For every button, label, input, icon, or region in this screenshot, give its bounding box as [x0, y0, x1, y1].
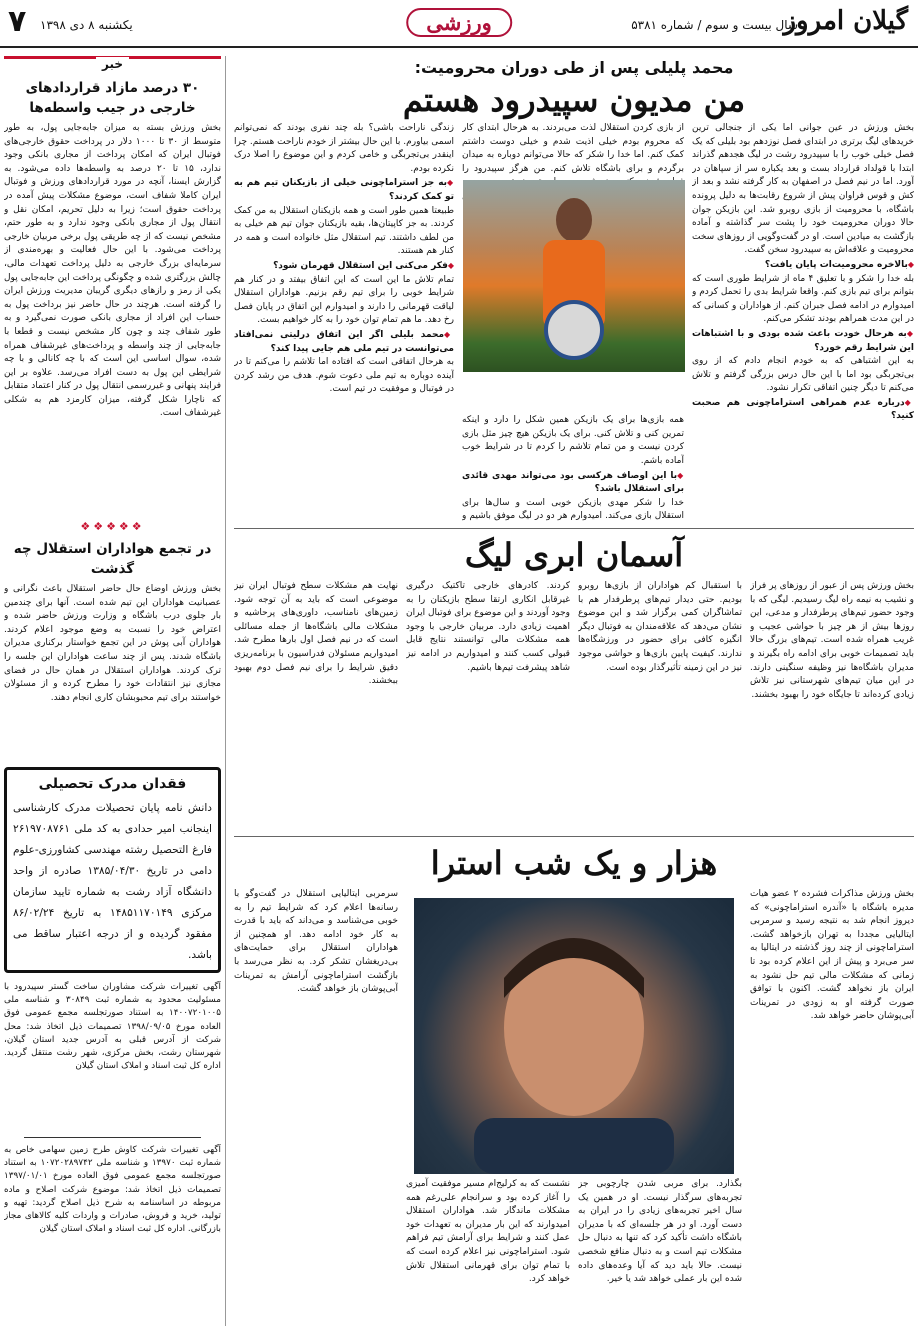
- article1-col2: از بازی کردن استقلال لذت می‌بردند. به هرحال ابتدای کار که محروم بودم خیلی اذیت شدم و خیلی دوست داشتم کمک کنم. اما خدا را شکر که حالا می‌توانم دوباره به میدان برگردم و برای باشگاه تلاش کنم. من هرگز سپیدرود را ◆ همه بازی‌ها برای یک بازیکن همین شکل را دارد و اینکه تمرین کنی و تلاش کنی. برای یک بازیکن هیچ چیز مثل بازی کردن نیست و من تمام تلاشم را کردم تا در شرایط خوب آماده باشم. ◆ با این اوصاف هرکسی بود می‌تواند مهدی قائدی برای استقلال باشد؟ خدا را شکر مهدی بازیکن خوبی است و سال‌ها برای استقلال بازی می‌کند. امیدوارم هر دو در لیگ موفق باشیم و: [462, 122, 684, 522]
- section-title: ورزشی: [406, 8, 512, 37]
- news1-title: ۳۰ درصد مازاد قراردادهای خارجی در جیب واسطه‌ها: [25, 80, 200, 116]
- ad-separator: [24, 1137, 201, 1138]
- article2-columns: [234, 580, 914, 828]
- ornament-divider: ❖❖❖❖❖: [80, 520, 145, 533]
- article3-col2: بگذارد. برای مربی شدن چارچوبی جز تجربه‌های سرگذار نیست. او در همین یک سال اخیر تجربه‌های زیادی را در ایران به دست آورد. او در هر جلسه‌ای که با مدیران باشگاه داشت تأکید کرد که تنها به دنبال حل مشکلات تیم است و به دنبال منافع شخصی نیست. حالا باید دید که آیا وعده‌های داده شده این بار عملی خواهد شد یا خیر.: [578, 888, 742, 1326]
- news1-body: بخش ورزش بسته به میزان جابه‌جایی پول، به طور متوسط از ۳۰ تا ۱۰۰۰ دلار در پرداخت حقوق خارجی‌های فوتبال ایران که امکان پرداخت از مجاری بانکی وجود ندارد، ۱۵ تا ۲۰ درصد به واسطه‌ها داده می‌شود. به گزارش ایسنا، آنچه در مورد قراردادهای ورزش و فوتبال ایران کاملا شفاف است، موضوع مشکلات پیش آمده در پرداخت حقوق است؛ زیرا به دلیل تحریم، امکان نقل و انتقال پول از مجاری بانکی وجود ندارد و به طور حتم، مشخص نیست که از چه طریقی پول برخی مربیان خارجی پرداخت می‌شود. با این حال فعالیت و بهره‌مندی از سرمایه‌ای بزرگ خارجی به دلیل پرداخت تعهدات مالی، چالش بزرگتری شده و چگونگی پرداخت این جابه‌جایی پول یکی از رمز و رازهای دیگری گریبان مدیریت ورزش ایران را گرفته است. هرچند در حال حاضر نیز برداخت پول به حساب این افراد از مجاری بانکی صورت نمی‌گیرد و به طور شفاف چند و چون کار مشخص نیست و قطعا با جابه‌جایی از چند واسطه و پرداخت‌های غیرشفاف همراه شده، سوال اساسی این است که با چه کانالی و با چه شرایطی این پول به دست افراد می‌رسد. علاوه بر این فرایند پنهانی و غیررسمی انتقال پول در کنار اعتماد متقابل که ناچارا شکل گرفته، میزان کارمزد هم به شکلی غیرشفاف است.: [4, 123, 221, 419]
- main-content: [234, 56, 914, 1326]
- notice-body: دانش نامه پایان تحصیلات مدرک کارشناسی اینجانب امیر حدادی به کد ملی ۲۶۱۹۷۰۸۷۶۱ فارغ التحصیل رشته مهندسی کشاورزی-علوم دامی در تاریخ ۱۳۸۵/۰۴/۳۰ صادره از واحد دانشگاه آزاد رشت به شماره تایید سازمان مرکزی ۱۴۸۵۱۱۷۰۱۴۹ به تاریخ ۸۶/۰۲/۲۴ مفقود گردیده و از درجه اعتبار ساقط می باشد.: [13, 802, 213, 961]
- article3-title: هزار و یک شب استرا: [430, 844, 718, 882]
- article1-col3: زندگی ناراحت باشی؟ بله چند نفری بودند که نمی‌توانم اسمی بیاورم. با این حال بیشتر از خودم ناراحت هستم. چرا اینقدر بی‌تجربگی و خامی کردم و این موضوع را اصلا درک نکرده بودم. ◆ به جز استراماچونی خیلی از بازیکنان تیم هم به تو کمک کردند؟ طبیعتا همین طور است و همه بازیکنان استقلال به من کمک کردند. به جز کاپیتان‌ها، بقیه بازیکنان جوان تیم هم خیلی به من لطف داشتند. تیم استقلال مثل خانواده است و همه در کنار هم هستند. ◆ فکر می‌کنی این استقلال قهرمان شود؟ تمام تلاش ما این است که این اتفاق بیفتد و در کنار هم شرایط خوبی را برای تیم رقم بزنیم. هواداران استقلال لیاقت قهرمانی را دارند و امیدوارم این اتفاق در پایان فصل رخ دهد. ما هم تمام توان خود را به کار خواهیم بست. ◆ محمد بلیلی اگر این اتفاق درلیتی نمی‌افتاد می‌توانست در تیم ملی هم جایی پیدا کند؟ به هرحال اتفاقی است که افتاده اما تلاشم را می‌کنم تا در آینده دوباره به تیم ملی دعوت شوم. هدف من رشد کردن در فوتبال و موفقیت در تیم است.: [234, 122, 454, 522]
- ad-1: آگهی تغییرات شرکت مشاوران ساخت گستر سپیدرود با مسئولیت محدود به شماره ثبت ۳۰۸۴۹ و شناسه ملی ۱۴۰۰۷۲۰۱۰۰۵ به استناد صورتجلسه مجمع عمومی فوق العاده مورخ ۱۳۹۸/۰۹/۰۵ تصمیمات ذیل اتخاذ شد: محل شرکت از آدرس قبلی به آدرس جدید استان گیلان، شهرستان رشت، بخش مرکزی، شهر رشت منتقل گردید. اداره کل ثبت اسناد و املاک استان گیلان: [4, 982, 221, 1072]
- question: ◆ به جز استراماچونی خیلی از بازیکنان تیم هم به تو کمک کردند؟: [234, 178, 454, 202]
- divider-line: [234, 528, 914, 529]
- question: ◆ به هرحال خودت باعث شده بودی و با اشتباهات این شرایط رقم خورد؟: [692, 329, 914, 353]
- article3-col4: سرمربی ایتالیایی استقلال در گفت‌وگو با رسانه‌ها اعلام کرد که شرایط تیم را به خوبی می‌شناسد و می‌داند که باید با قدرت به کار خود ادامه دهد. او همچنین از هواداران استقلال برای حمایت‌های بی‌دریغشان تشکر کرد. به نظر می‌رسد با بازگشت استراماچونی آرامش به تمرینات آبی‌پوشان باز خواهد گشت.: [234, 889, 398, 995]
- player-silhouette-icon: [463, 180, 685, 372]
- divider-line: [234, 836, 914, 837]
- article2-col1: بخش ورزش پس از عبور از روزهای پر فراز و نشیب به نیمه راه لیگ رسیدیم. لیگی که با وجود حضور تیم‌های پرطرفدار و مدعی، این روزها بیش از هر چیز با حواشی عجیب و غریب همراه شده است. تیم‌های بزرگ حالا باید تصمیمات خوبی برای ادامه راه بگیرند و مدیران باشگاه‌ها نیز وظیفه سنگینی دارند. در این میان تیم‌های شهرستانی نیز تلاش زیادی کرده‌اند تا جایگاه خود را بهبود بخشند.: [750, 581, 914, 700]
- article2-col3: کردند. کادرهای خارجی تاکتیک درگیری غیرقابل انکاری ارتقا سطح بازیکنان را به وجود آوردند و این موضوع برای فوتبال ایران اهمیت زیادی دارد. مربیان خارجی با وجود همه مشکلات مالی توانستند نتایج قابل قبولی کسب کنند و امیدواریم در ادامه نیز شاهد پیشرفت تیم‌ها باشیم.: [406, 581, 570, 673]
- coach-silhouette-icon: [414, 898, 734, 1174]
- article3-col3: نشست که به کرلیج‌ام مسیر موفقیت آمیزی را آغاز کرده بود و سرانجام علی‌رغم همه مشکلات ماندگار شد. هواداران استقلال امیدوارند که این بار مدیران به تعهدات خود عمل کنند و شرایط برای آرامش تیم فراهم شود. استراماچونی نیز اعلام کرده است که با تمام توان برای قهرمانی استقلال تلاش خواهد کرد.: [406, 888, 570, 1326]
- question: ◆ درباره عدم همراهی استراماچونی هم صحبت کنید؟: [692, 398, 914, 422]
- article2-col2: با استقبال کم هواداران از بازی‌ها روبرو بودیم. حتی دیدار تیم‌های پرطرفدار هم با تماشاگران کمی برگزار شد و این موضوع نشان می‌دهد که علاقه‌مندان به فوتبال دیگر انگیزه کافی برای حضور در ورزشگاه‌ها ندارند. کیفیت پایین بازی‌ها و حواشی موجود نیز در این زمینه تأثیرگذار بوده است.: [578, 581, 742, 673]
- article2-title: آسمان ابری لیگ: [464, 536, 684, 574]
- article3-col1: بخش ورزش مذاکرات فشرده ۲ عضو هیات مدیره باشگاه با «آندره استراماچونی» که دیروز انجام شد به نتیجه رسید و سرمربی ایتالیایی مجددا به تهران بازخواهد گشت. استراماچونی از چند روز گذشته در ایتالیا به سر می‌برد و پیش از این اعلام کرده بود تا زمانی که مشکلات مالی تیم حل نشود به ایران باز نخواهد گشت. اکنون با توافق صورت گرفته او به زودی در تمرینات آبی‌پوشان حاضر خواهد شد.: [750, 889, 914, 1022]
- notice-title: فقدان مدرک تحصیلی: [38, 776, 187, 792]
- question: ◆ بالاخره محرومیت‌ات پایان یافت؟: [765, 260, 914, 270]
- coach-photo: [414, 898, 734, 1174]
- issue-info: سال بیست و سوم / شماره ۵۳۸۱: [631, 18, 798, 32]
- newspaper-logo: گیلان امروز: [783, 6, 908, 36]
- news2-title: در تجمع هواداران استقلال چه گذشت: [13, 541, 212, 577]
- article2-col4: نهایت هم مشکلات سطح فوتبال ایران نیز موضوعی است که باید به آن توجه شود. زمین‌های نامناسب، داوری‌های پرحاشیه و مشکلات مالی باشگاه‌ها از جمله مسائلی است که در نیم فصل اول بارها مطرح شد. امیدواریم مسئولان فدراسیون با برنامه‌ریزی دقیق شرایط را برای نیم فصل دوم بهبود ببخشند.: [234, 581, 398, 687]
- article1-title: من مدیون سپیدرود هستم: [402, 81, 746, 119]
- question: ◆ فکر می‌کنی این استقلال قهرمان شود؟: [273, 261, 454, 271]
- lost-certificate-notice: [4, 767, 221, 973]
- sidebar: [4, 56, 226, 1326]
- question: ◆ با این اوصاف هرکسی بود می‌تواند مهدی قائدی برای استقلال باشد؟: [462, 471, 684, 495]
- article1-kicker: محمد پلیلی پس از طی دوران محرومیت:: [414, 58, 734, 77]
- news-kicker: خبر: [4, 56, 221, 72]
- question: ◆ محمد بلیلی اگر این اتفاق درلیتی نمی‌افتاد می‌توانست در تیم ملی هم جایی پیدا کند؟: [234, 330, 454, 354]
- news2-body: بخش ورزش اوضاع حال حاضر استقلال باعث نگرانی و عصبانیت هواداران این تیم شده است. آنها برای چندمین بار جلوی درب باشگاه و وزارت ورزش حاضر شده و اعتراض خود را نسبت به وضع موجود اعلام کردند. هواداران آبی پوش در این تجمع خواستار برکناری مدیران باشگاه شدند. پس از چند ساعت هواداران این جلسه را ترک کردند. هواداران استقلال در همان حال در فضای مجازی نیز انتقادات خود را مطرح کرده و از مسئولان خواستند برای تیم محبوبشان کاری انجام دهند.: [4, 584, 221, 703]
- legal-ads: [4, 981, 221, 1329]
- player-photo: [463, 180, 685, 372]
- article1-col1: بخش ورزش در عین جوانی اما یکی از جنجالی ترین خریدهای لیگ برتری در ابتدای فصل نوزدهم بود بلیلی که یک فصل خیلی خوب را با سپیدرود رشت در لیگ هجدهم گذراند ابتدا با قولداد قرارداد بست و بعد یکباره سر از سپاهان در آورد. اما در نیم فصل در اصفهان به کار گرفته نشد و بعد از کش و قوس فراوان پیش از شروع رقابت‌ها به دلیل پرونده باشگاه، با محرومیت از بازی روبرو شد. این بازیکن جوان حالا دوران محرومیت خود را پشت سر گذاشته و آماده بازگشت به میادین است. او در گفت‌وگویی از روزهای سخت محرومیت و علاقه‌اش به سپیدرود سخن گفت. ◆ بالاخره محرومیت‌ات پایان یافت؟ بله خدا را شکر و با تعلیق ۴ ماه از شرایط طوری است که بتوانم برای تیم بازی کنم. واقعا شرایط بدی را تحمل کردم و امیدوارم در ادامه فصل جبران کنم. از هواداران و کسانی که در این مدت همراهم بودند تشکر می‌کنم. ◆ به هرحال خودت باعث شده بودی و با اشتباهات این شرایط رقم خورد؟ به این اشتباهی که به خودم انجام دادم که از روی بی‌تجربگی بود اما با این حال درس بزرگی گرفتم و تلاش می‌کنم تا دیگر چنین اتفاقی تکرار نشود. ◆ درباره عدم همراهی استراماچونی هم صحبت کنید؟: [692, 122, 914, 522]
- issue-date: یکشنبه ۸ دی ۱۳۹۸: [40, 18, 133, 32]
- ad-2: آگهی تغییرات شرکت کاوش طرح زمین سهامی خاص به شماره ثبت ۱۳۹۷۰ و شناسه ملی ۱۰۷۲۰۲۸۹۷۴۲ به استناد صورتجلسه مجمع عمومی فوق العاده مورخ ۱۳۹۷/۰۱/۰۱ تصمیمات ذیل اتخاذ شد: موضوع شرکت اصلاح و ماده مربوطه در اساسنامه به شرح ذیل اصلاح گردید: تهیه و تولید، خرید و فروش، صادرات و واردات کلیه کالاهای مجاز بازرگانی. اداره کل ثبت اسناد و املاک استان گیلان: [4, 1145, 221, 1235]
- page-number: ۷: [8, 4, 27, 39]
- page-header: [0, 0, 918, 48]
